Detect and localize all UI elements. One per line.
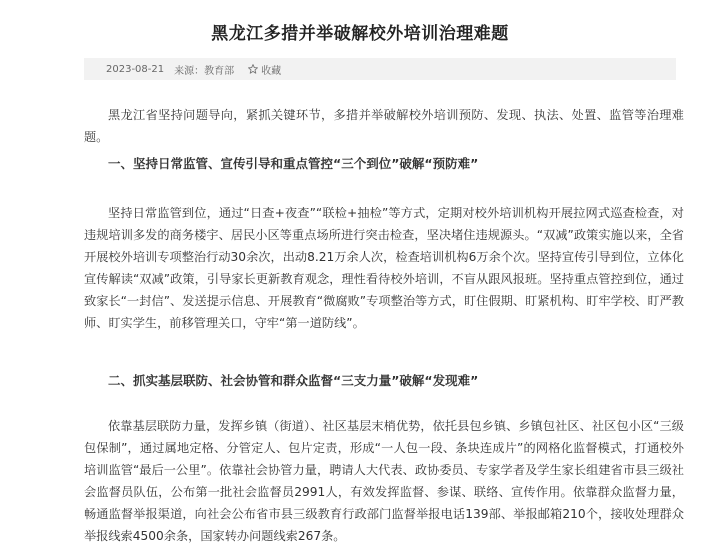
publish-date: 2023-08-21: [106, 63, 165, 75]
section-2-paragraph: 依靠基层联防力量，发挥乡镇（街道）、社区基层末梢优势，依托县包乡镇、乡镇包社区、社区包小区“三级包保制”，通过属地定格、分管定人、包片定责，形成“一人包一段、条块连成片”的网格化监督模式，打通校外培训监管“最后一公里”。依靠社会协管力量，聘请人大代表、政协委员、专家学者及学生家长组建省市县三级社会监督员队伍，公布第一批社会监督员2991人，有效发挥监督、参谋、联络、宣传作用。依靠群众监督力量，畅通监督举报渠道，向社会公布省市县三级教育行政部门监督举报电话139部、举报邮箱210个，接收处理群众举报线索4500余条，国家转办问题线索267条。: [84, 419, 684, 543]
section-1-paragraph: 坚持日常监管到位，通过“日查+夜查”“联检+抽检”等方式，定期对校外培训机构开展拉网式巡查检查，对违规培训多发的商务楼宇、居民小区等重点场所进行突击检查，坚决堵住违规源头。“双减”政策实施以来，全省开展校外培训专项整治行动30余次，出动8.21万余人次，检查培训机构6万余个次。坚持宣传引导到位，立体化宣传解读“双减”政策，引导家长更新教育观念，理性看待校外培训，不盲从跟风报班。坚持重点管控到位，通过致家长“一封信”、发送提示信息、开展教育“微腐败”专项整治等方式，盯住假期、盯紧机构、盯牢学校、盯严教师、盯实学生，前移管理关口，守牢“第一道防线”。: [84, 206, 684, 330]
favorite-button[interactable]: [248, 62, 281, 77]
article-source: 来源：教育部: [174, 65, 235, 77]
article-title: 黑龙江多措并举破解校外培训治理难题: [211, 24, 509, 44]
section-2-heading: 二、抓实基层联防、社会协管和群众监督“三支力量”破解“发现难”: [108, 373, 479, 388]
star-icon: [248, 64, 258, 74]
article-meta-bar: [84, 58, 676, 80]
intro-paragraph: 黑龙江省坚持问题导向，紧抓关键环节，多措并举破解校外培训预防、发现、执法、处置、监管等治理难题。: [84, 108, 684, 144]
favorite-label: 收藏: [261, 65, 282, 77]
section-1-heading: 一、坚持日常监管、宣传引导和重点管控“三个到位”破解“预防难”: [108, 156, 479, 171]
